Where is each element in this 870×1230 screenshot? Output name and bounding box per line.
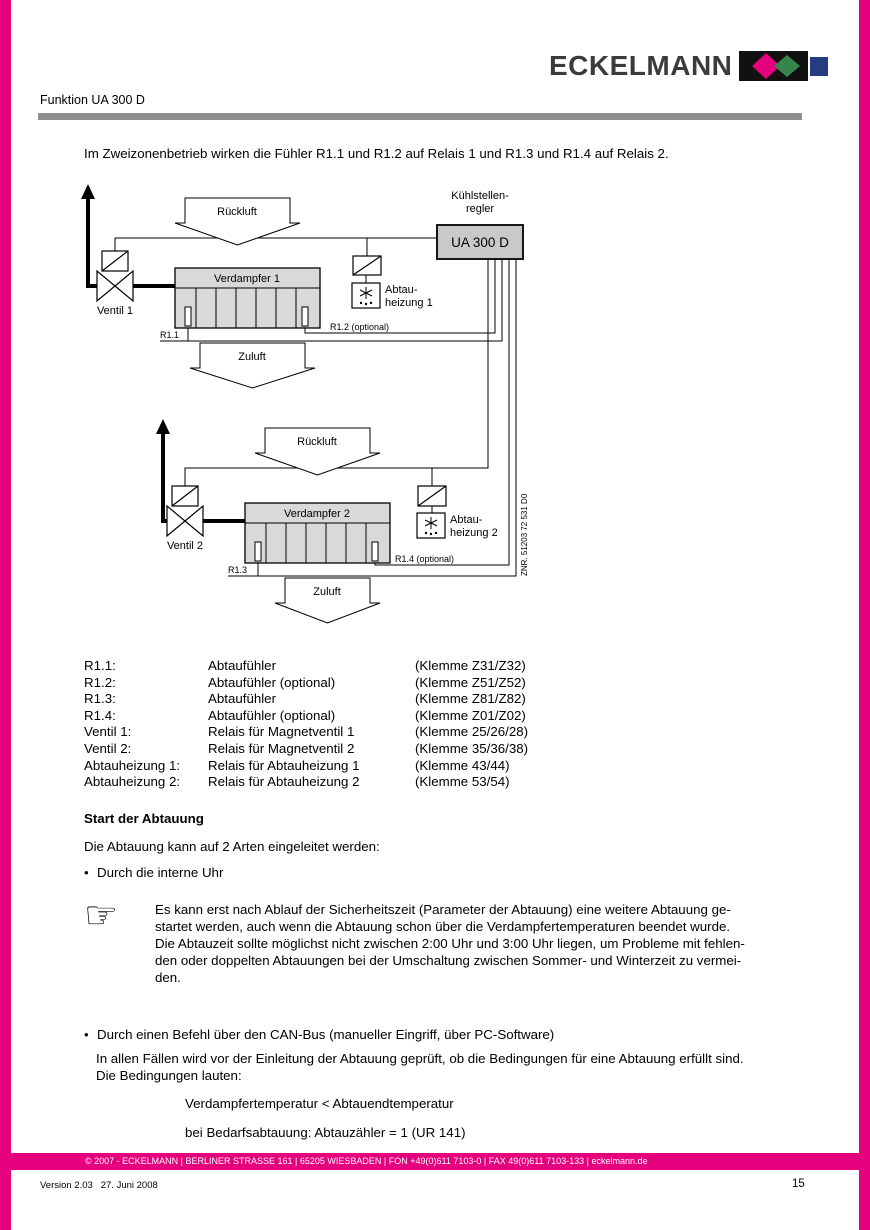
legend-row xyxy=(84,724,528,741)
legend-desc: Relais für Magnetventil 1 xyxy=(208,724,355,740)
controller-caption-line1: Kühlstellen- xyxy=(451,190,509,202)
legend-key: R1.3: xyxy=(84,691,116,707)
note-line: den oder doppelten Abtauungen bei der Umschaltung zwischen Sommer- und Winterzeit zu vermei- xyxy=(155,953,742,968)
bullet-marker: • xyxy=(84,865,89,880)
legend-klemme: (Klemme Z51/Z52) xyxy=(415,674,526,690)
legend-klemme: (Klemme 35/36/38) xyxy=(415,740,529,756)
legend-row xyxy=(84,675,528,692)
logo-text: ECKELMANN xyxy=(549,50,733,81)
verdampfer-1-label: Verdampfer 1 xyxy=(213,273,281,285)
controller-label: UA 300 D xyxy=(451,235,509,250)
verdampfer-2-label: Verdampfer 2 xyxy=(283,508,351,520)
r1-1-label: R1.1 xyxy=(160,330,180,340)
legend-klemme: (Klemme Z81/Z82) xyxy=(415,691,526,707)
ventil-1-label: Ventil 1 xyxy=(96,305,134,317)
legend-klemme: (Klemme 25/26/28) xyxy=(415,724,529,740)
legend-table xyxy=(84,658,528,791)
intro-paragraph: Im Zweizonenbetrieb wirken die Fühler R1.1 und R1.2 auf Relais 1 und R1.3 und R1.4 auf Relais 2. xyxy=(84,146,669,161)
abtauheizung-1-label-line1: Abtau- xyxy=(385,284,418,296)
logo-mark-icon xyxy=(739,50,829,82)
abtauheizung-2-label-line2: heizung 2 xyxy=(450,527,498,539)
legend-key: R1.4: xyxy=(84,707,116,723)
legend-row xyxy=(84,758,528,775)
defrost-heater-1-icon xyxy=(352,283,380,308)
zuluft-label-zone2: Zuluft xyxy=(313,586,341,598)
abtauheizung-1-label-line2: heizung 1 xyxy=(385,297,433,309)
rueckluft-label-zone1: Rückluft xyxy=(217,206,257,218)
bullet-text: Durch die interne Uhr xyxy=(97,865,224,880)
eckelmann-logo xyxy=(549,50,829,82)
legend-row xyxy=(84,658,528,675)
page-header-title: Funktion UA 300 D xyxy=(40,93,145,107)
legend-desc: Abtaufühler (optional) xyxy=(208,707,336,723)
legend-desc: Abtaufühler (optional) xyxy=(208,674,336,690)
pointing-hand-icon: ☞ xyxy=(84,893,119,937)
logo-blue-square xyxy=(810,57,828,76)
sensor-r1-3-icon xyxy=(255,542,261,561)
abtauheizung-2-label-line1: Abtau- xyxy=(450,514,483,526)
legend-row xyxy=(84,774,528,791)
note-line: Die Abtauzeit sollte möglichst nicht zwischen 2:00 Uhr und 3:00 Uhr liegen, um Probleme mit fehlen- xyxy=(155,936,745,951)
paragraph-intro-abtauung: Die Abtauung kann auf 2 Arten eingeleitet werden: xyxy=(84,839,380,854)
controller-caption-line2: regler xyxy=(465,203,495,215)
legend-key: Abtauheizung 2: xyxy=(84,774,181,790)
legend-desc: Abtaufühler xyxy=(208,691,277,707)
bullet-text: Durch einen Befehl über den CAN-Bus (manueller Eingriff, über PC-Software) xyxy=(97,1027,555,1042)
zuluft-arrow-zone1 xyxy=(190,343,315,388)
bullet-marker: • xyxy=(84,1027,89,1042)
legend-klemme: (Klemme 43/44) xyxy=(415,757,510,773)
right-accent-bar xyxy=(859,0,870,1230)
evaporator-1 xyxy=(175,268,320,328)
note-line: startet werden, auch wenn die Abtauung schon über die Verdampfertemperaturen beendet wurde. xyxy=(155,919,731,934)
legend-klemme: (Klemme Z31/Z32) xyxy=(415,658,526,673)
ventil-2-label: Ventil 2 xyxy=(166,540,204,552)
evaporator-2 xyxy=(245,503,390,563)
note-block xyxy=(155,901,745,986)
legend-desc: Relais für Magnetventil 2 xyxy=(208,740,355,756)
legend-desc: Relais für Abtauheizung 2 xyxy=(208,774,360,790)
zuluft-label-zone1: Zuluft xyxy=(238,351,266,363)
legend-key: R1.1: xyxy=(84,658,116,673)
paragraph-conditions-line2: Die Bedingungen lauten: xyxy=(96,1068,242,1083)
note-line: den. xyxy=(155,970,181,985)
page-number: 15 xyxy=(792,1178,805,1190)
zuluft-arrow-zone2 xyxy=(275,578,380,623)
legend-klemme: (Klemme Z01/Z02) xyxy=(415,707,526,723)
footer-copyright-bar: © 2007 - ECKELMANN | BERLINER STRASSE 161 | 65205 WIESBADEN | FON +49(0)611 7103-0 | FAX 49(0)611 7103-133 | eckelmann.de xyxy=(11,1153,859,1170)
note-line: Es kann erst nach Ablauf der Sicherheitszeit (Parameter der Abtauung) eine weitere Abtauung ge- xyxy=(155,902,731,917)
valve-2-icon xyxy=(167,486,203,536)
valve-1-icon xyxy=(97,251,133,301)
legend-desc: Abtaufühler xyxy=(208,658,277,673)
legend-key: Ventil 2: xyxy=(84,740,132,756)
relay-1-icon xyxy=(353,256,381,275)
legend-key: Ventil 1: xyxy=(84,724,132,740)
header-divider xyxy=(38,113,802,120)
r1-4-label: R1.4 (optional) xyxy=(395,554,455,564)
section-heading: Start der Abtauung xyxy=(84,811,204,826)
legend-row xyxy=(84,708,528,725)
legend-klemme: (Klemme 53/54) xyxy=(415,774,510,790)
legend-row xyxy=(84,741,528,758)
znr-drawing-number: ZNR. 51203 72 531 D0 xyxy=(520,493,529,576)
r1-3-label: R1.3 xyxy=(228,565,248,575)
paragraph-conditions-line1: In allen Fällen wird vor der Einleitung der Abtauung geprüft, ob die Bedingungen für eine Abtauung erfüllt sind. xyxy=(96,1051,744,1066)
legend-row xyxy=(84,691,528,708)
rueckluft-label-zone2: Rückluft xyxy=(297,436,337,448)
bullet-item-can-bus xyxy=(84,1027,554,1042)
relay-2-icon xyxy=(418,486,446,506)
bullet-item-interne-uhr xyxy=(84,865,223,880)
pipe-up-arrow-zone2 xyxy=(156,419,170,434)
condition-1: Verdampfertemperatur < Abtauendtemperatur xyxy=(185,1096,454,1111)
defrost-heater-2-icon xyxy=(417,513,445,538)
condition-2: bei Bedarfsabtauung: Abtauzähler = 1 (UR 141) xyxy=(185,1125,466,1140)
r1-2-label: R1.2 (optional) xyxy=(330,322,390,332)
sensor-r1-1-icon xyxy=(185,307,191,326)
footer-version: Version 2.03 27. Juni 2008 xyxy=(40,1180,158,1191)
legend-key: R1.2: xyxy=(84,674,116,690)
sensor-r1-2-icon xyxy=(302,307,308,326)
left-accent-bar xyxy=(0,0,11,1230)
pipe-up-arrow-zone1 xyxy=(81,184,95,199)
legend-key: Abtauheizung 1: xyxy=(84,757,181,773)
legend-desc: Relais für Abtauheizung 1 xyxy=(208,757,360,773)
sensor-r1-4-icon xyxy=(372,542,378,561)
two-zone-system-diagram xyxy=(78,183,538,638)
